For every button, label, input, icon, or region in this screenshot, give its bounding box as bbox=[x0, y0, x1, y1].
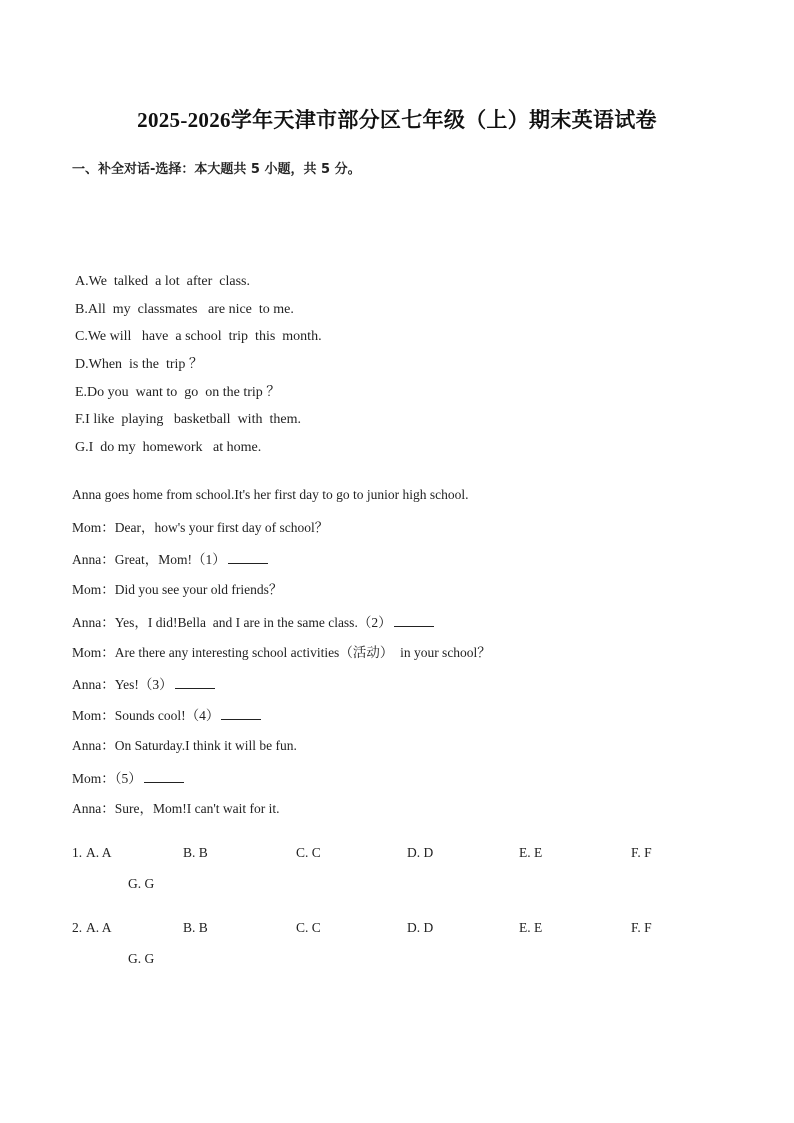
utterance: Are there any interesting school activities（活动） in your school？ bbox=[114, 644, 491, 660]
section-heading: 一、补全对话-选择：本大题共 5 小题，共 5 分。 bbox=[72, 162, 361, 177]
answer-blank-1 bbox=[228, 549, 268, 564]
dialogue-line bbox=[72, 768, 491, 799]
answer-blank-5 bbox=[144, 768, 184, 783]
option-c: C.We will have a school trip this month. bbox=[75, 329, 322, 345]
speaker: Mom： bbox=[72, 708, 115, 724]
utterance: Great，Mom!（1） bbox=[114, 552, 226, 568]
choice-b[interactable]: B. B bbox=[183, 845, 208, 860]
option-d: D.When is the trip ？ bbox=[75, 357, 203, 373]
answer-blank-3 bbox=[175, 674, 215, 689]
option-f: F.I like playing basketball with them. bbox=[75, 412, 301, 428]
speaker: Anna： bbox=[72, 676, 115, 692]
option-b: B.All my classmates are nice to me. bbox=[75, 301, 294, 317]
option-list bbox=[75, 272, 322, 466]
utterance: （5） bbox=[114, 770, 142, 786]
choice-g[interactable]: G. G bbox=[128, 876, 155, 891]
speaker: Anna： bbox=[72, 800, 115, 816]
utterance: Yes!（3） bbox=[114, 676, 173, 692]
dialogue-line bbox=[72, 736, 491, 767]
choice-e[interactable]: E. E bbox=[519, 845, 543, 860]
utterance: Sure，Mom!I can't wait for it. bbox=[114, 800, 280, 816]
choice-c[interactable]: C. C bbox=[296, 920, 321, 935]
dialogue-line bbox=[72, 799, 491, 830]
choice-a[interactable]: A. A bbox=[86, 920, 112, 935]
speaker: Mom： bbox=[72, 582, 115, 598]
page-title: 2025-2026学年天津市部分区七年级（上）期末英语试卷 bbox=[137, 108, 657, 132]
speaker: Mom： bbox=[72, 644, 115, 660]
dialogue-line bbox=[72, 580, 491, 611]
utterance: Did you see your old friends？ bbox=[114, 582, 283, 598]
speaker: Mom： bbox=[72, 770, 115, 786]
dialogue bbox=[72, 518, 491, 830]
utterance: Sounds cool!（4） bbox=[114, 708, 220, 724]
choice-g[interactable]: G. G bbox=[128, 951, 155, 966]
option-g: G.I do my homework at home. bbox=[75, 440, 262, 456]
speaker: Anna： bbox=[72, 738, 115, 754]
speaker: Anna： bbox=[72, 614, 115, 630]
option-e: E.Do you want to go on the trip ？ bbox=[75, 384, 281, 400]
answer-blank-2 bbox=[394, 612, 434, 627]
dialogue-line bbox=[72, 549, 491, 580]
choice-a[interactable]: A. A bbox=[86, 845, 112, 860]
question-number: 2. bbox=[72, 920, 83, 935]
question-number: 1. bbox=[72, 845, 83, 860]
answer-blank-4 bbox=[221, 705, 261, 720]
utterance: Dear，how's your first day of school？ bbox=[114, 520, 329, 535]
dialogue-line bbox=[72, 612, 491, 643]
utterance: On Saturday.I think it will be fun. bbox=[114, 738, 297, 754]
dialogue-line bbox=[72, 705, 491, 736]
choice-f[interactable]: F. F bbox=[631, 845, 652, 860]
speaker: Anna： bbox=[72, 552, 115, 568]
speaker: Mom： bbox=[72, 520, 115, 535]
option-a: A.We talked a lot after class. bbox=[75, 274, 250, 289]
dialogue-line bbox=[72, 643, 491, 674]
choice-b[interactable]: B. B bbox=[183, 920, 208, 935]
choice-d[interactable]: D. D bbox=[407, 920, 434, 935]
choice-d[interactable]: D. D bbox=[407, 845, 434, 860]
choice-f[interactable]: F. F bbox=[631, 920, 652, 935]
dialogue-line bbox=[72, 518, 491, 549]
dialogue-line bbox=[72, 674, 491, 705]
choice-c[interactable]: C. C bbox=[296, 845, 321, 860]
dialogue-intro: Anna goes home from school.It's her first day to go to junior high school. bbox=[72, 487, 469, 502]
utterance: Yes，I did!Bella and I are in the same class.（2） bbox=[114, 614, 392, 630]
choice-e[interactable]: E. E bbox=[519, 920, 543, 935]
